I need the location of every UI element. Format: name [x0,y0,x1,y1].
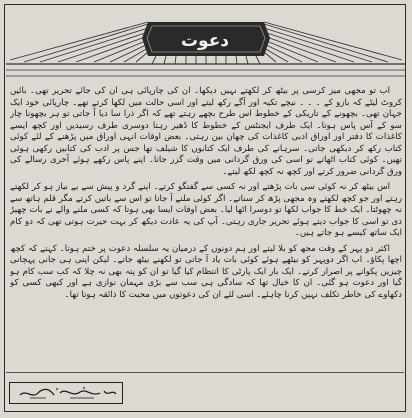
article-paragraph: اب تو مجھی میز کرسی پر بیٹھ کر لکھتے نہیں دیکھا۔ آن کی چارپائی ہی آن کی جائے تحریر تھی۔ بائیں کروٹ لیٹے کہ بازو کے ۔ ۔ ۔ نیچے تکیہ اور آگے رکھ لیتے اور اسی حالت میں لکھا کرتے تھے۔ چارپائی خود ایک جہان تھی۔ بچھونے کے تاریکی کے خطوط اس طرح بچھے رہتے تھے کہ اگر ذرا سا دیا آ جاتی تو ہر بچھونا چار سو کے آس پاس ہوتا۔ ایک طرف ایجنٹس کے خطوط کا ڈھیر رہتا دوسری طرف رسیدیں اور کچھ ایسے کاغذات کا دفتر اور اوراق ادبی کاغذات کی چھان بین رہتی۔ بعض اوقات انہی اوراق میں پڑھنے کے لئے کوئی کتاب رکھ کر دیکھی جاتی۔ سرہانے کی طرف ایک کتابوں کا شیلف تھا جس پر ادب کی کتابیں رکھی ہوئی تھیں۔ کوئی کتاب اٹھاتے تو اسی کی ورق گردانی میں وقت گزر جاتا۔ اپنے پاس رکھے ہوئے آخری رسالے کی ورق گردانی ضرور کرتے اور کچھ نہ کچھ لکھ لیتے۔ [10,86,402,177]
article-paragraph: اکثر دو پہر کے وقت مجھ کو بلا لیتے اور ہم دونوں کے درمیان یہ سلسلہ دعوت پر ختم ہوتا۔ کہتے کہ کچھ اچھا پکاؤ۔ اب اگر دوپہر کو بیٹھے ہوئے کوئی بات یاد آ جاتی تو لکھنے بیٹھ جاتے۔ لیکن اپنی ہی جانی پہچانی چیزیں پکوانے پر اصرار کرتے۔ ایک بار ایک پارٹی کا انتظام کیا گیا تو ان کو پتہ بھی نہ چلا کہ کب سب کام ہو گیا اور دعوت ہو گئی۔ ان کا خیال تھا کہ سادگی ہی سب سے بڑی مہمان نوازی ہے اور کبھی کسی کو دکھاوے کی خاطر تکلف نہیں کرنا چاہئے۔ اسی لئے ان کی دعوتوں میں محبت کا ذائقہ ہوتا تھا۔ [10,243,402,300]
article-paragraph: اس بیٹھ کر نہ کوئی سی بات پڑھتے اور نہ کسی سے گفتگو کرتے۔ اپنے گرد و پیش سے بے نیاز ہو کر لکھتے رہتے اور جو کچھ لکھتے وہ مجھی پڑھ کر سناتے۔ اگر کوئی ملنے آ جاتا تو اس سے باتیں کرتے مگر قلم ہاتھ سے نہ چھوٹتا۔ ایک خط کا جواب لکھا تو دوسرا اٹھا لیا۔ بعض اوقات ایسا بھی ہوتا کہ کسی ملنے والے نے بات چھیڑ دی تو اسی کا جواب دیتے ہوئے تحریر جاری رہتی۔ آپ کی یہ عادت دیکھ کر بہت حیرت ہوتی تھی کہ دو کام ایک ساتھ کیسے ہو جاتے ہیں۔ [10,182,402,238]
signature-image [10,383,122,403]
footer-rule [6,372,404,373]
signature-box [9,382,123,404]
article-title: دعوت [180,31,230,51]
article-body [10,86,402,360]
